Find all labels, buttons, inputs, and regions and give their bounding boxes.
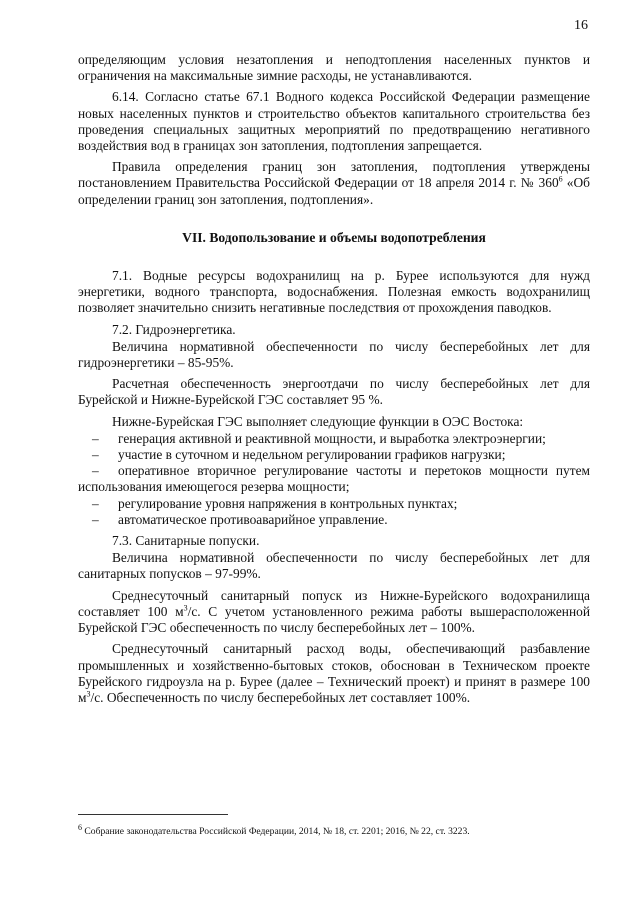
unit-superscript: 3 [183,603,188,613]
paragraph-functions-intro: Нижне-Бурейская ГЭС выполняет следующие функции в ОЭС Востока: [112,413,524,429]
list-dash: – [92,511,99,527]
list-item-text: автоматическое противоаварийное управление. [118,511,388,527]
footnote-divider [78,814,228,815]
paragraph-hydro-norm: Величина нормативной обеспеченности по числу бесперебойных лет для гидроэнергетики – 85-95%. [78,338,590,371]
rules-text-before: Правила определения границ зон затопления, подтопления утверждены постановлением Правительства Российской Федерации от 18 апреля 2014 г. № 360 [78,159,590,191]
paragraph-hydro-calc: Расчетная обеспеченность энергоотдачи по числу бесперебойных лет для Бурейской и Нижне-Бурейской ГЭС составляет 95 %. [78,376,590,408]
list-item [78,447,590,463]
footnote-mark: 6 [78,822,82,832]
paragraph-rules [78,159,590,208]
list-item-text: генерация активной и реактивной мощности, и выработка электроэнергии; [118,430,546,446]
paragraph-6-14: 6.14. Согласно статье 67.1 Водного кодекса Российской Федерации размещение новых населенных пунктов и строительство объектов капитального строительства без проведения специальных защитных мероприятий по предотвращению негативного воздействия вод в границах зон затопления, подтопления запрещается. [78,89,590,154]
list-item [78,512,590,528]
list-item-text: оперативное вторичное регулирование частоты и перетоков мощности путем использования имеющегося резерва мощности; [78,463,590,495]
paragraph-continuation: определяющим условия незатопления и неподтопления населенных пунктов и ограничения на максимальные зимние расходы, не устанавливаются. [78,52,590,84]
footnote-ref: 6 [558,174,563,184]
list-item [78,463,590,495]
list-item-text: участие в суточном и недельном регулировании графиков нагрузки; [118,447,506,463]
san-flow-after: /с. Обеспеченность по числу бесперебойных лет составляет 100%. [90,689,471,705]
page-number: 16 [574,18,588,33]
document-body [78,52,590,711]
paragraph-san-release [78,588,590,637]
list-item [78,431,590,447]
rules-text-after: «Об определении границ зон затопления, подтопления». [78,175,590,207]
paragraph-san-norm: Величина нормативной обеспеченности по числу бесперебойных лет для санитарных попусков – 97-99%. [78,550,590,582]
list-dash: – [92,463,99,479]
footnote-text: Собрание законодательства Российской Федерации, 2014, № 18, ст. 2201; 2016, № 22, ст. 3223. [82,826,470,837]
list-dash: – [92,447,99,463]
list-dash: – [92,495,99,511]
section-heading: VII. Водопользование и объемы водопотребления [182,229,486,245]
paragraph-7-2: 7.2. Гидроэнергетика. [112,321,236,337]
san-release-after: /с. С учетом установленного режима работы вышерасположенной Бурейской ГЭС обеспеченность по числу бесперебойных лет – 100%. [78,603,590,636]
paragraph-san-flow [78,641,590,706]
list-item [78,496,590,512]
list-item-text: регулирование уровня напряжения в контрольных пунктах; [118,495,458,511]
san-release-before: Среднесуточный санитарный попуск из Нижне-Бурейского водохранилища составляет 100 м [78,587,590,619]
paragraph-7-1: 7.1. Водные ресурсы водохранилищ на р. Бурее используются для нужд энергетики, водного транспорта, водоснабжения. Полезная емкость водохранилищ позволяет значительно снизить негативные последствия от прохождения паводков. [78,268,590,316]
paragraph-7-3: 7.3. Санитарные попуски. [112,533,260,549]
footnote [78,822,598,838]
san-flow-before: Среднесуточный санитарный расход воды, обеспечивающий разбавление промышленных и хозяйственно-бытовых стоков, обоснован в Техническом проекте Бурейского гидроузла на р. Бурее (далее – Технический проект) и принят в размере 100 м [78,641,590,705]
list-dash: – [92,430,99,446]
unit-superscript: 3 [86,689,91,699]
